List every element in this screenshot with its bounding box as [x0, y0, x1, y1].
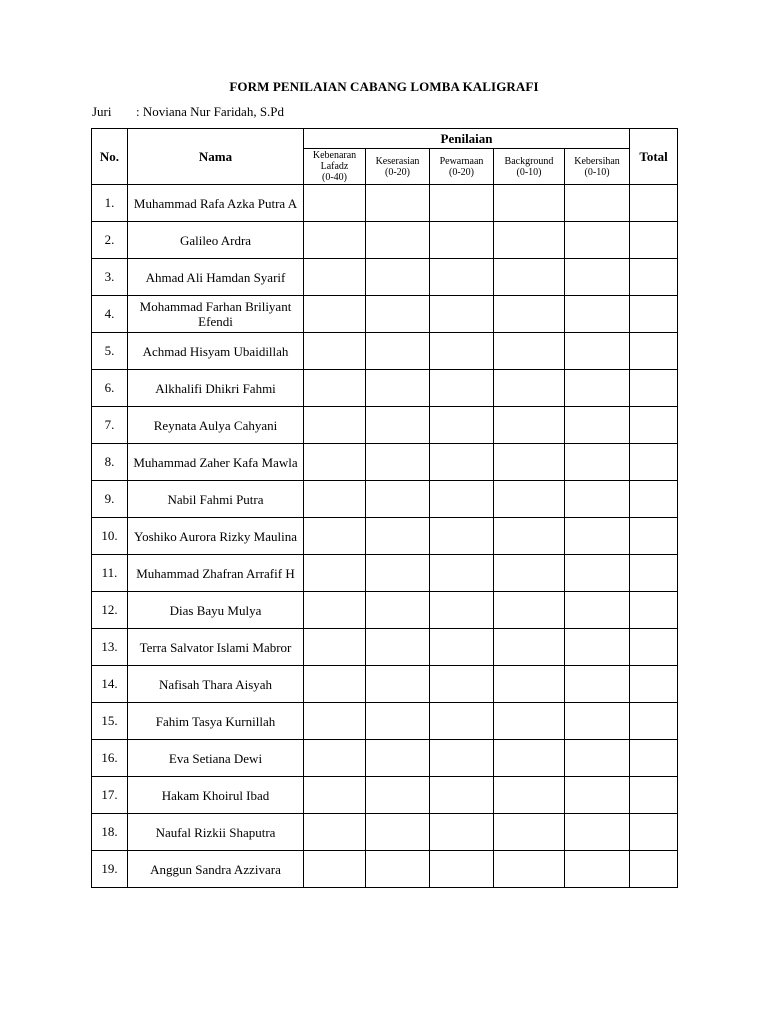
- table-row: [92, 666, 678, 703]
- score-cell[interactable]: [366, 740, 430, 777]
- row-number: 18.: [92, 814, 128, 851]
- score-cell[interactable]: [565, 481, 630, 518]
- score-cell[interactable]: [565, 814, 630, 851]
- score-cell[interactable]: [304, 740, 366, 777]
- total-cell[interactable]: [630, 777, 678, 814]
- score-cell[interactable]: [304, 370, 366, 407]
- score-cell[interactable]: [304, 666, 366, 703]
- score-cell[interactable]: [366, 222, 430, 259]
- score-cell[interactable]: [430, 814, 494, 851]
- score-cell[interactable]: [366, 444, 430, 481]
- row-number: 3.: [92, 259, 128, 296]
- row-number: 16.: [92, 740, 128, 777]
- participant-name: Nafisah Thara Aisyah: [128, 666, 304, 703]
- score-cell[interactable]: [430, 629, 494, 666]
- score-cell[interactable]: [304, 518, 366, 555]
- table-row: [92, 851, 678, 888]
- score-cell[interactable]: [494, 851, 565, 888]
- score-cell[interactable]: [494, 518, 565, 555]
- total-cell[interactable]: [630, 222, 678, 259]
- score-cell[interactable]: [430, 518, 494, 555]
- table-row: [92, 592, 678, 629]
- row-number: 10.: [92, 518, 128, 555]
- score-cell[interactable]: [304, 629, 366, 666]
- total-cell[interactable]: [630, 333, 678, 370]
- score-cell[interactable]: [565, 259, 630, 296]
- score-cell[interactable]: [430, 592, 494, 629]
- score-cell[interactable]: [430, 407, 494, 444]
- participant-name: Dias Bayu Mulya: [128, 592, 304, 629]
- score-cell[interactable]: [494, 370, 565, 407]
- score-cell[interactable]: [366, 629, 430, 666]
- row-number: 12.: [92, 592, 128, 629]
- total-cell[interactable]: [630, 518, 678, 555]
- score-cell[interactable]: [366, 185, 430, 222]
- score-cell[interactable]: [304, 777, 366, 814]
- score-cell[interactable]: [304, 555, 366, 592]
- score-cell[interactable]: [494, 222, 565, 259]
- criterion-name: Kebersihan: [574, 155, 620, 167]
- score-cell[interactable]: [366, 851, 430, 888]
- score-cell[interactable]: [430, 222, 494, 259]
- criterion-name: Kebenaran Lafadz: [312, 150, 357, 172]
- total-cell[interactable]: [630, 444, 678, 481]
- table-row: [92, 407, 678, 444]
- score-cell[interactable]: [565, 222, 630, 259]
- score-cell[interactable]: [494, 777, 565, 814]
- score-cell[interactable]: [494, 296, 565, 333]
- criterion-range: (0-20): [449, 166, 474, 178]
- participant-name: Anggun Sandra Azzivara: [128, 851, 304, 888]
- score-cell[interactable]: [565, 333, 630, 370]
- score-cell[interactable]: [304, 481, 366, 518]
- participant-name: Yoshiko Aurora Rizky Maulina: [128, 518, 304, 555]
- assessment-table: [91, 128, 678, 888]
- table-row: [92, 777, 678, 814]
- juri-label: Juri: [92, 104, 112, 119]
- header-total: Total: [630, 129, 678, 185]
- table-row: [92, 444, 678, 481]
- score-cell[interactable]: [366, 814, 430, 851]
- participant-name: Ahmad Ali Hamdan Syarif: [128, 259, 304, 296]
- participant-name: Mohammad Farhan Briliyant Efendi: [128, 296, 304, 333]
- score-cell[interactable]: [304, 592, 366, 629]
- total-cell[interactable]: [630, 814, 678, 851]
- table-row: [92, 555, 678, 592]
- row-number: 6.: [92, 370, 128, 407]
- header-criterion: [366, 149, 430, 185]
- score-cell[interactable]: [494, 185, 565, 222]
- score-cell[interactable]: [565, 592, 630, 629]
- table-row: [92, 518, 678, 555]
- score-cell[interactable]: [565, 703, 630, 740]
- header-nama: Nama: [128, 129, 304, 185]
- row-number: 11.: [92, 555, 128, 592]
- score-cell[interactable]: [366, 703, 430, 740]
- table-row: [92, 629, 678, 666]
- header-criterion: [565, 149, 630, 185]
- score-cell[interactable]: [366, 296, 430, 333]
- header-criterion: [430, 149, 494, 185]
- criterion-name: Keserasian: [375, 155, 420, 167]
- score-cell[interactable]: [494, 629, 565, 666]
- criterion-range: (0-40): [322, 172, 347, 183]
- criterion-name: Pewarnaan: [439, 155, 484, 167]
- total-cell[interactable]: [630, 851, 678, 888]
- score-cell[interactable]: [430, 481, 494, 518]
- score-cell[interactable]: [565, 740, 630, 777]
- score-cell[interactable]: [565, 444, 630, 481]
- score-cell[interactable]: [494, 814, 565, 851]
- score-cell[interactable]: [565, 296, 630, 333]
- participant-name: Alkhalifi Dhikri Fahmi: [128, 370, 304, 407]
- header-criterion: [494, 149, 565, 185]
- score-cell[interactable]: [565, 851, 630, 888]
- juri-line: [92, 104, 284, 120]
- score-cell[interactable]: [430, 185, 494, 222]
- score-cell[interactable]: [565, 555, 630, 592]
- score-cell[interactable]: [430, 703, 494, 740]
- criterion-name: Background: [504, 155, 554, 167]
- score-cell[interactable]: [366, 259, 430, 296]
- table-row: [92, 259, 678, 296]
- score-cell[interactable]: [304, 333, 366, 370]
- participant-name: Reynata Aulya Cahyani: [128, 407, 304, 444]
- table-row: [92, 370, 678, 407]
- score-cell[interactable]: [565, 666, 630, 703]
- row-number: 1.: [92, 185, 128, 222]
- score-cell[interactable]: [430, 259, 494, 296]
- row-number: 19.: [92, 851, 128, 888]
- score-cell[interactable]: [430, 333, 494, 370]
- table-body: [92, 185, 678, 888]
- table-row: [92, 703, 678, 740]
- row-number: 15.: [92, 703, 128, 740]
- total-cell[interactable]: [630, 555, 678, 592]
- score-cell[interactable]: [430, 851, 494, 888]
- score-cell[interactable]: [494, 259, 565, 296]
- score-cell[interactable]: [494, 333, 565, 370]
- criterion-range: (0-20): [385, 166, 410, 178]
- score-cell[interactable]: [565, 777, 630, 814]
- score-cell[interactable]: [304, 444, 366, 481]
- total-cell[interactable]: [630, 185, 678, 222]
- row-number: 17.: [92, 777, 128, 814]
- score-cell[interactable]: [565, 370, 630, 407]
- page-title: FORM PENILAIAN CABANG LOMBA KALIGRAFI: [229, 79, 539, 94]
- total-cell[interactable]: [630, 666, 678, 703]
- score-cell[interactable]: [304, 703, 366, 740]
- row-number: 8.: [92, 444, 128, 481]
- score-cell[interactable]: [304, 259, 366, 296]
- participant-name: Achmad Hisyam Ubaidillah: [128, 333, 304, 370]
- score-cell[interactable]: [304, 296, 366, 333]
- row-number: 5.: [92, 333, 128, 370]
- table-row: [92, 481, 678, 518]
- score-cell[interactable]: [494, 592, 565, 629]
- score-cell[interactable]: [366, 481, 430, 518]
- participant-name: Muhammad Rafa Azka Putra A: [128, 185, 304, 222]
- participant-name: Fahim Tasya Kurnillah: [128, 703, 304, 740]
- total-cell[interactable]: [630, 740, 678, 777]
- total-cell[interactable]: [630, 481, 678, 518]
- participant-name: Naufal Rizkii Shaputra: [128, 814, 304, 851]
- participant-name: Hakam Khoirul Ibad: [128, 777, 304, 814]
- total-cell[interactable]: [630, 629, 678, 666]
- criterion-range: (0-10): [516, 166, 542, 178]
- score-cell[interactable]: [430, 666, 494, 703]
- score-cell[interactable]: [366, 592, 430, 629]
- score-cell[interactable]: [494, 666, 565, 703]
- header-no: No.: [92, 129, 128, 185]
- juri-value: : Noviana Nur Faridah, S.Pd: [136, 104, 285, 119]
- table-row: [92, 333, 678, 370]
- participant-name: Muhammad Zaher Kafa Mawla: [128, 444, 304, 481]
- score-cell[interactable]: [304, 185, 366, 222]
- score-cell[interactable]: [366, 518, 430, 555]
- table-row: [92, 185, 678, 222]
- table-row: [92, 740, 678, 777]
- row-number: 2.: [92, 222, 128, 259]
- score-cell[interactable]: [366, 666, 430, 703]
- row-number: 13.: [92, 629, 128, 666]
- total-cell[interactable]: [630, 592, 678, 629]
- participant-name: Galileo Ardra: [128, 222, 304, 259]
- row-number: 9.: [92, 481, 128, 518]
- score-cell[interactable]: [494, 444, 565, 481]
- score-cell[interactable]: [494, 481, 565, 518]
- score-cell[interactable]: [366, 555, 430, 592]
- score-cell[interactable]: [366, 370, 430, 407]
- score-cell[interactable]: [494, 703, 565, 740]
- participant-name: Muhammad Zhafran Arrafif H: [128, 555, 304, 592]
- total-cell[interactable]: [630, 703, 678, 740]
- row-number: 4.: [92, 296, 128, 333]
- score-cell[interactable]: [430, 555, 494, 592]
- score-cell[interactable]: [430, 777, 494, 814]
- score-cell[interactable]: [565, 629, 630, 666]
- participant-name: Eva Setiana Dewi: [128, 740, 304, 777]
- score-cell[interactable]: [565, 518, 630, 555]
- table-row: [92, 222, 678, 259]
- participant-name: Nabil Fahmi Putra: [128, 481, 304, 518]
- score-cell[interactable]: [366, 333, 430, 370]
- score-cell[interactable]: [304, 407, 366, 444]
- participant-name: Terra Salvator Islami Mabror: [128, 629, 304, 666]
- header-criterion: [304, 149, 366, 185]
- total-cell[interactable]: [630, 296, 678, 333]
- score-cell[interactable]: [494, 740, 565, 777]
- score-cell[interactable]: [366, 777, 430, 814]
- row-number: 7.: [92, 407, 128, 444]
- score-cell[interactable]: [366, 407, 430, 444]
- score-cell[interactable]: [494, 555, 565, 592]
- score-cell[interactable]: [430, 740, 494, 777]
- table-row: [92, 814, 678, 851]
- score-cell[interactable]: [494, 407, 565, 444]
- total-cell[interactable]: [630, 370, 678, 407]
- score-cell[interactable]: [304, 851, 366, 888]
- header-penilaian: Penilaian: [304, 129, 630, 149]
- score-cell[interactable]: [430, 444, 494, 481]
- score-cell[interactable]: [304, 222, 366, 259]
- score-cell[interactable]: [430, 296, 494, 333]
- score-cell[interactable]: [304, 814, 366, 851]
- score-cell[interactable]: [565, 185, 630, 222]
- total-cell[interactable]: [630, 259, 678, 296]
- score-cell[interactable]: [430, 370, 494, 407]
- criterion-range: (0-10): [584, 166, 610, 178]
- row-number: 14.: [92, 666, 128, 703]
- score-cell[interactable]: [565, 407, 630, 444]
- table-row: [92, 296, 678, 333]
- total-cell[interactable]: [630, 407, 678, 444]
